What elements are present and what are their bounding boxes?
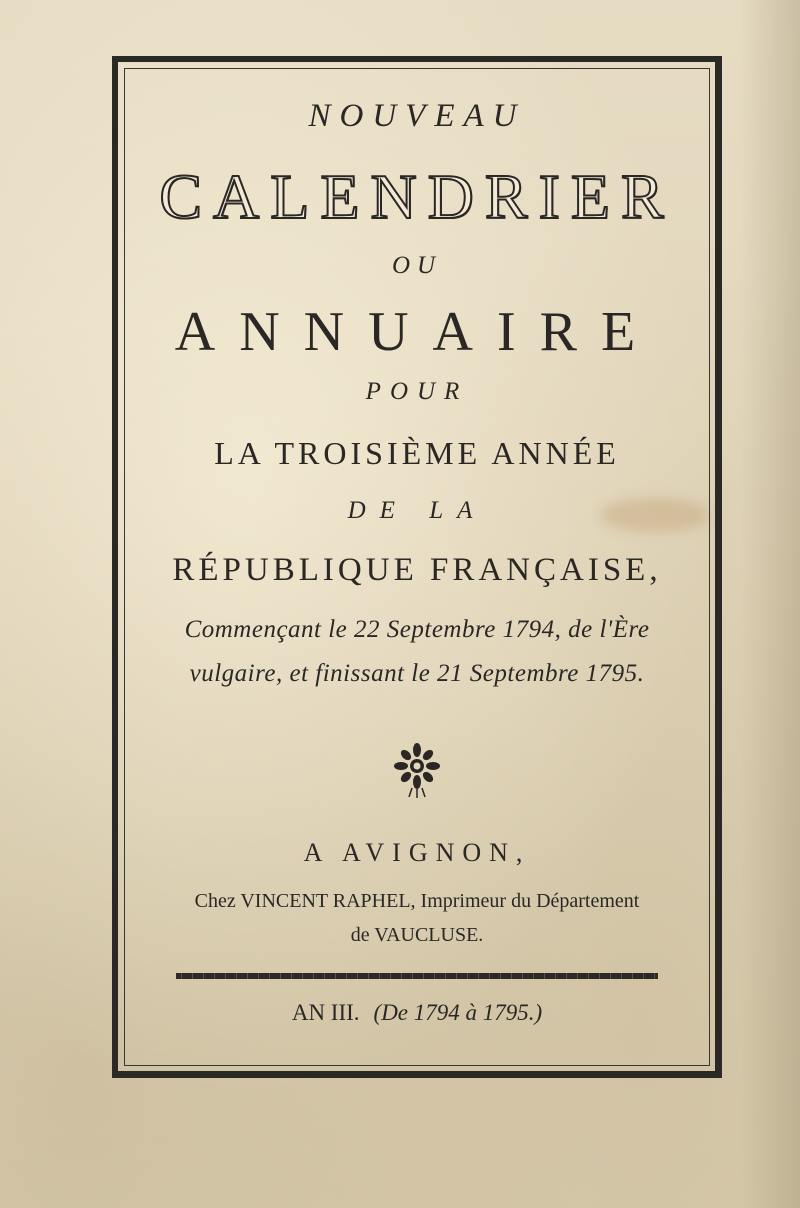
printer-line-2: de VAUCLUSE. [350,924,484,946]
year-line [124,1000,710,1026]
dates-line-2: vulgaire, et finissant le 21 Septembre 1795. [189,660,645,687]
dates-line-1: Commençant le 22 Septembre 1794, de l'Ère [184,616,650,643]
title-republique: RÉPUBLIQUE FRANÇAISE, [172,552,662,588]
flower-ornament-icon [392,740,442,798]
title-calendrier: CALENDRIER [159,161,675,232]
page-edge-shadow [740,0,800,1208]
title-ou: OU [391,252,443,279]
title-annuaire: ANNUAIRE [174,301,660,363]
title-nouveau: NOUVEAU [308,98,526,134]
decorative-rule [176,973,658,979]
printer-line-1: Chez VINCENT RAPHEL, Imprimeur du Département [194,890,640,912]
title-de-la: DE LA [347,497,487,524]
year-span: (De 1794 à 1795.) [373,1000,543,1025]
year-label: AN III. [291,1000,360,1025]
title-troisieme-annee: LA TROISIÈME ANNÉE [214,435,620,471]
title-pour: POUR [365,378,469,405]
place-avignon: A AVIGNON, [303,838,531,867]
